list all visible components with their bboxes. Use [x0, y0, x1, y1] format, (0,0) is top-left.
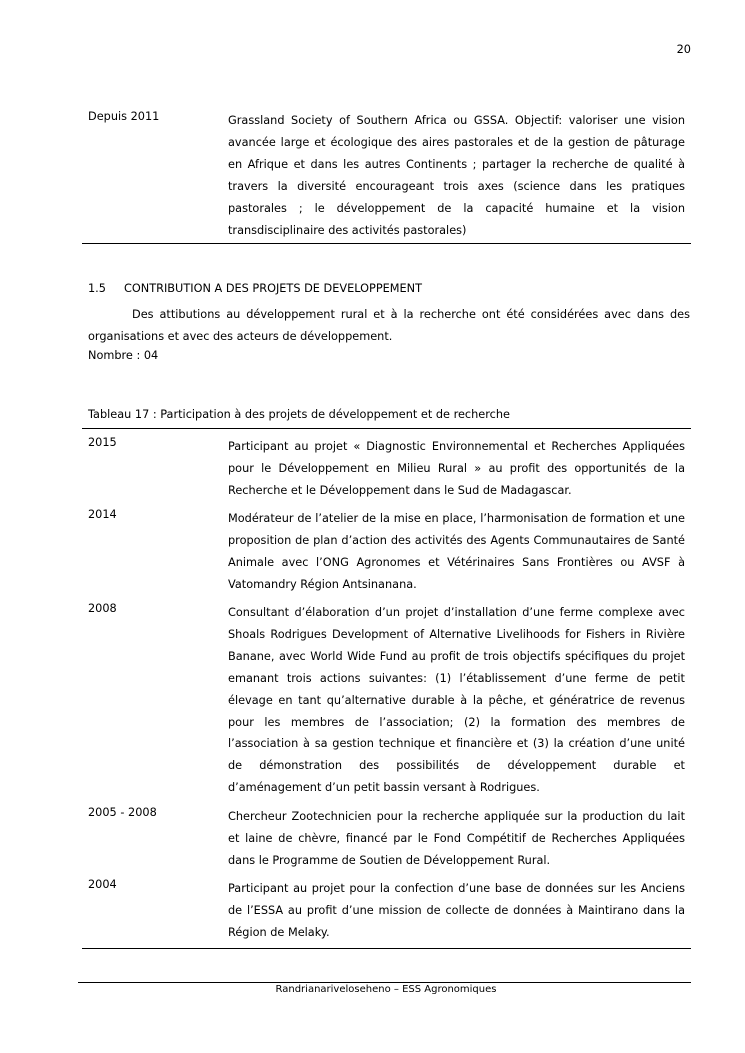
section-number: 1.5: [88, 282, 106, 295]
row-date: 2005 - 2008: [88, 806, 157, 819]
entry-text: Grassland Society of Southern Africa ou GSSA. Objectif: valoriser une vision avancée large et écologique des aires pastorales et de la gestion de pâturage en Afrique et dans les autres Continents ; partager la recherche de qualité à travers la diversité encourageant trois axes (science dans les pratiques pastorales ; le développement de la capacité humaine et la vision transdisciplinaire des activités pastorales): [228, 114, 685, 237]
table-caption: Tableau 17 : Participation à des projets de développement et de recherche: [88, 408, 510, 421]
footer-divider: [78, 982, 691, 983]
row-date: 2008: [88, 602, 117, 615]
section-paragraph: Des attibutions au développement rural et à la recherche ont été considérées avec dans des organisations et avec des acteurs de développement.: [88, 308, 690, 343]
entry-date: Depuis 2011: [88, 110, 160, 123]
divider: [82, 243, 691, 244]
count-text: Nombre : 04: [88, 349, 159, 362]
row-text: Modérateur de l’atelier de la mise en place, l’harmonisation de formation et une proposition de plan d’action des activités des Agents Communautaires de Santé Animale avec l’ONG Agronomes et Vétérinaires Sans Frontières ou AVSF à Vatomandry Région Antsinanana.: [228, 512, 685, 591]
page-number: 20: [676, 43, 691, 56]
row-text: Participant au projet « Diagnostic Environnemental et Recherches Appliquées pour le Développement en Milieu Rural » au profit des opportunités de la Recherche et le Développement dans le Sud de Madagascar.: [228, 440, 685, 497]
section-heading: [88, 282, 422, 295]
table-bottom-border: [82, 948, 691, 949]
section-title: CONTRIBUTION A DES PROJETS DE DEVELOPPEMENT: [124, 282, 423, 295]
row-date: 2015: [88, 436, 117, 449]
row-date: 2004: [88, 878, 117, 891]
table-top-border: [82, 428, 691, 429]
footer-text: Randrianariveloseheno – ESS Agronomiques: [275, 984, 497, 995]
row-text: Consultant d’élaboration d’un projet d’installation d’une ferme complexe avec Shoals Rodrigues Development of Alternative Livelihoods for Fishers in Rivière Banane, avec World Wide Fund au profit de trois objectifs spécifiques du projet emanant trois actions suivantes: (1) l’établissement d’une ferme de petit élevage en tant qu’alternative durable à la pêche, et génératrice de revenus pour les membres de l’association; (2) la formation des membres de l’association à sa gestion technique et financière et (3) la création d’une unité de démonstration des possibilités de développement durable et d’aménagement d’un petit bassin versant à Rodrigues.: [228, 606, 685, 795]
row-text: Participant au projet pour la confection d’une base de données sur les Anciens de l’ESSA au profit d’une mission de collecte de données à Maintirano dans la Région de Melaky.: [228, 882, 685, 939]
row-text: Chercheur Zootechnicien pour la recherche appliquée sur la production du lait et laine de chèvre, financé par le Fond Compétitif de Recherches Appliquées dans le Programme de Soutien de Développement Rural.: [228, 810, 685, 867]
row-date: 2014: [88, 508, 117, 521]
